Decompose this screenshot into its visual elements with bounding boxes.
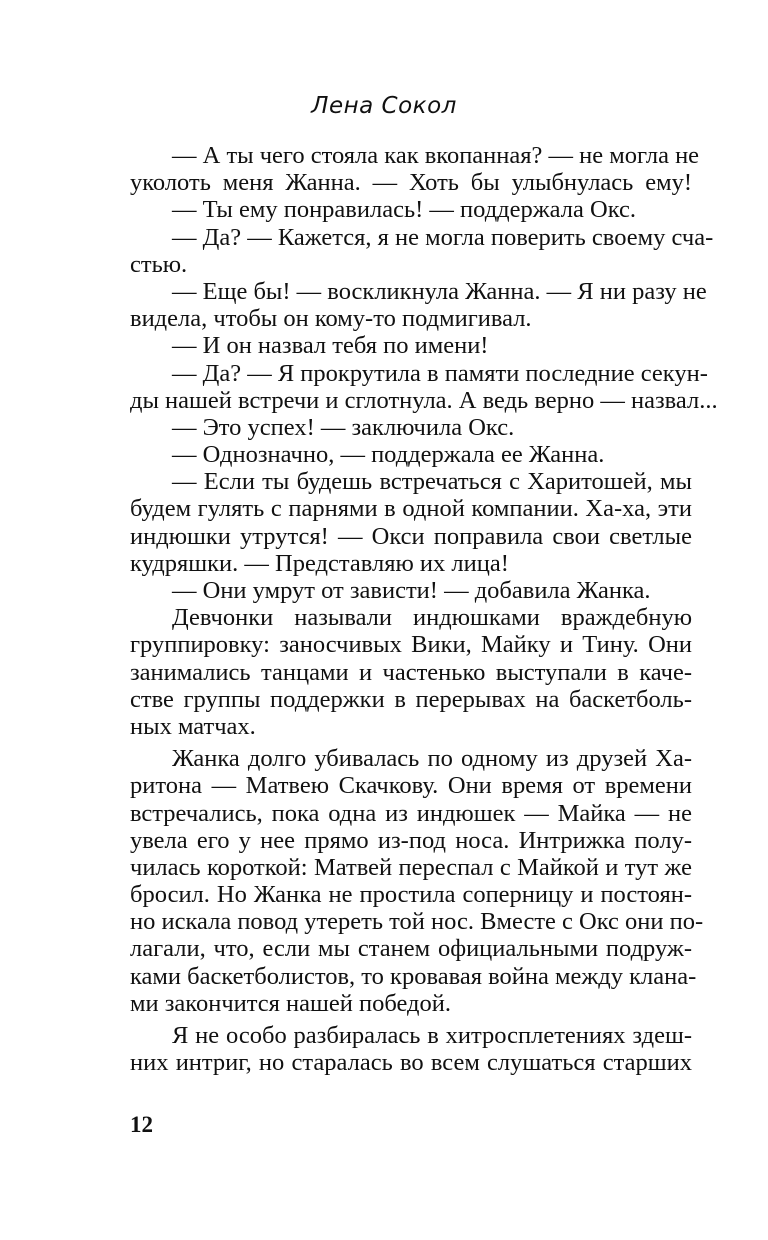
- text-line: Я не особо разбиралась в хитросплетениях здеш-: [172, 1022, 692, 1049]
- text-line: — Да? — Я прокрутила в памяти последние секун-: [172, 359, 708, 387]
- text-line: занимались танцами и частенько выступали в каче-: [130, 658, 692, 686]
- text-line: них интриг, но старалась во всем слушаться старших: [130, 1049, 692, 1077]
- text-line: — Еще бы! — воскликнула Жанна. — Я ни разу не: [172, 277, 707, 305]
- text-line: увела его у нее прямо из-под носа. Интрижка полу-: [130, 826, 692, 854]
- text-line: Жанка долго убивалась по одному из друзей Ха-: [172, 745, 692, 773]
- text-line: видела, чтобы он кому-то подмигивал.: [130, 305, 532, 333]
- text-line: Девчонки называли индюшками враждебную: [172, 604, 692, 632]
- text-line: — Это успех! — заключила Окс.: [172, 413, 515, 441]
- text-line: лагали, что, если мы станем официальными подруж-: [130, 935, 692, 963]
- text-line: — Однозначно, — поддержала ее Жанна.: [172, 441, 605, 469]
- text-line: — А ты чего стояла как вкопанная? — не могла не: [172, 142, 700, 169]
- text-line: ритона — Матвею Скачкову. Они время от времени: [130, 772, 692, 800]
- text-line: — Ты ему понравилась! — поддержала Окс.: [172, 196, 636, 224]
- text-line: — Если ты будешь встречаться с Харитошей, мы: [172, 468, 692, 496]
- text-line: будем гулять с парнями в одной компании. Ха-ха, эти: [130, 495, 692, 523]
- body-text: [130, 142, 718, 1077]
- text-line: стве группы поддержки в перерывах на баскетболь-: [130, 685, 692, 713]
- text-line: бросил. Но Жанка не простила соперницу и постоян-: [130, 881, 692, 909]
- running-header: Лена Сокол: [311, 93, 457, 119]
- text-line: — И он назвал тебя по имени!: [172, 332, 489, 360]
- text-line: — Да? — Кажется, я не могла поверить своему сча-: [172, 223, 714, 251]
- text-line: кудряшки. — Представляю их лица!: [130, 549, 509, 577]
- text-line: чилась короткой: Матвей переспал с Майкой и тут же: [130, 853, 692, 881]
- text-line: но искала повод утереть той нос. Вместе с Окс они по-: [130, 908, 704, 936]
- text-line: ных матчах.: [130, 712, 256, 740]
- text-line: — Они умрут от зависти! — добавила Жанка.: [172, 577, 651, 604]
- text-line: уколоть меня Жанна. — Хоть бы улыбнулась ему!: [130, 169, 692, 197]
- text-line: ми закончится нашей победой.: [130, 989, 451, 1017]
- text-line: индюшки утрутся! — Окси поправила свои светлые: [130, 522, 692, 550]
- text-line: ды нашей встречи и сглотнула. А ведь верно — назвал...: [130, 386, 718, 414]
- text-line: группировку: заносчивых Вики, Майку и Тину. Они: [130, 631, 692, 659]
- text-line: ками баскетболистов, то кровавая война между клана-: [130, 962, 697, 990]
- text-line: стью.: [130, 250, 188, 278]
- page-number: 12: [130, 1112, 153, 1137]
- text-line: встречались, пока одна из индюшек — Майка — не: [130, 799, 692, 827]
